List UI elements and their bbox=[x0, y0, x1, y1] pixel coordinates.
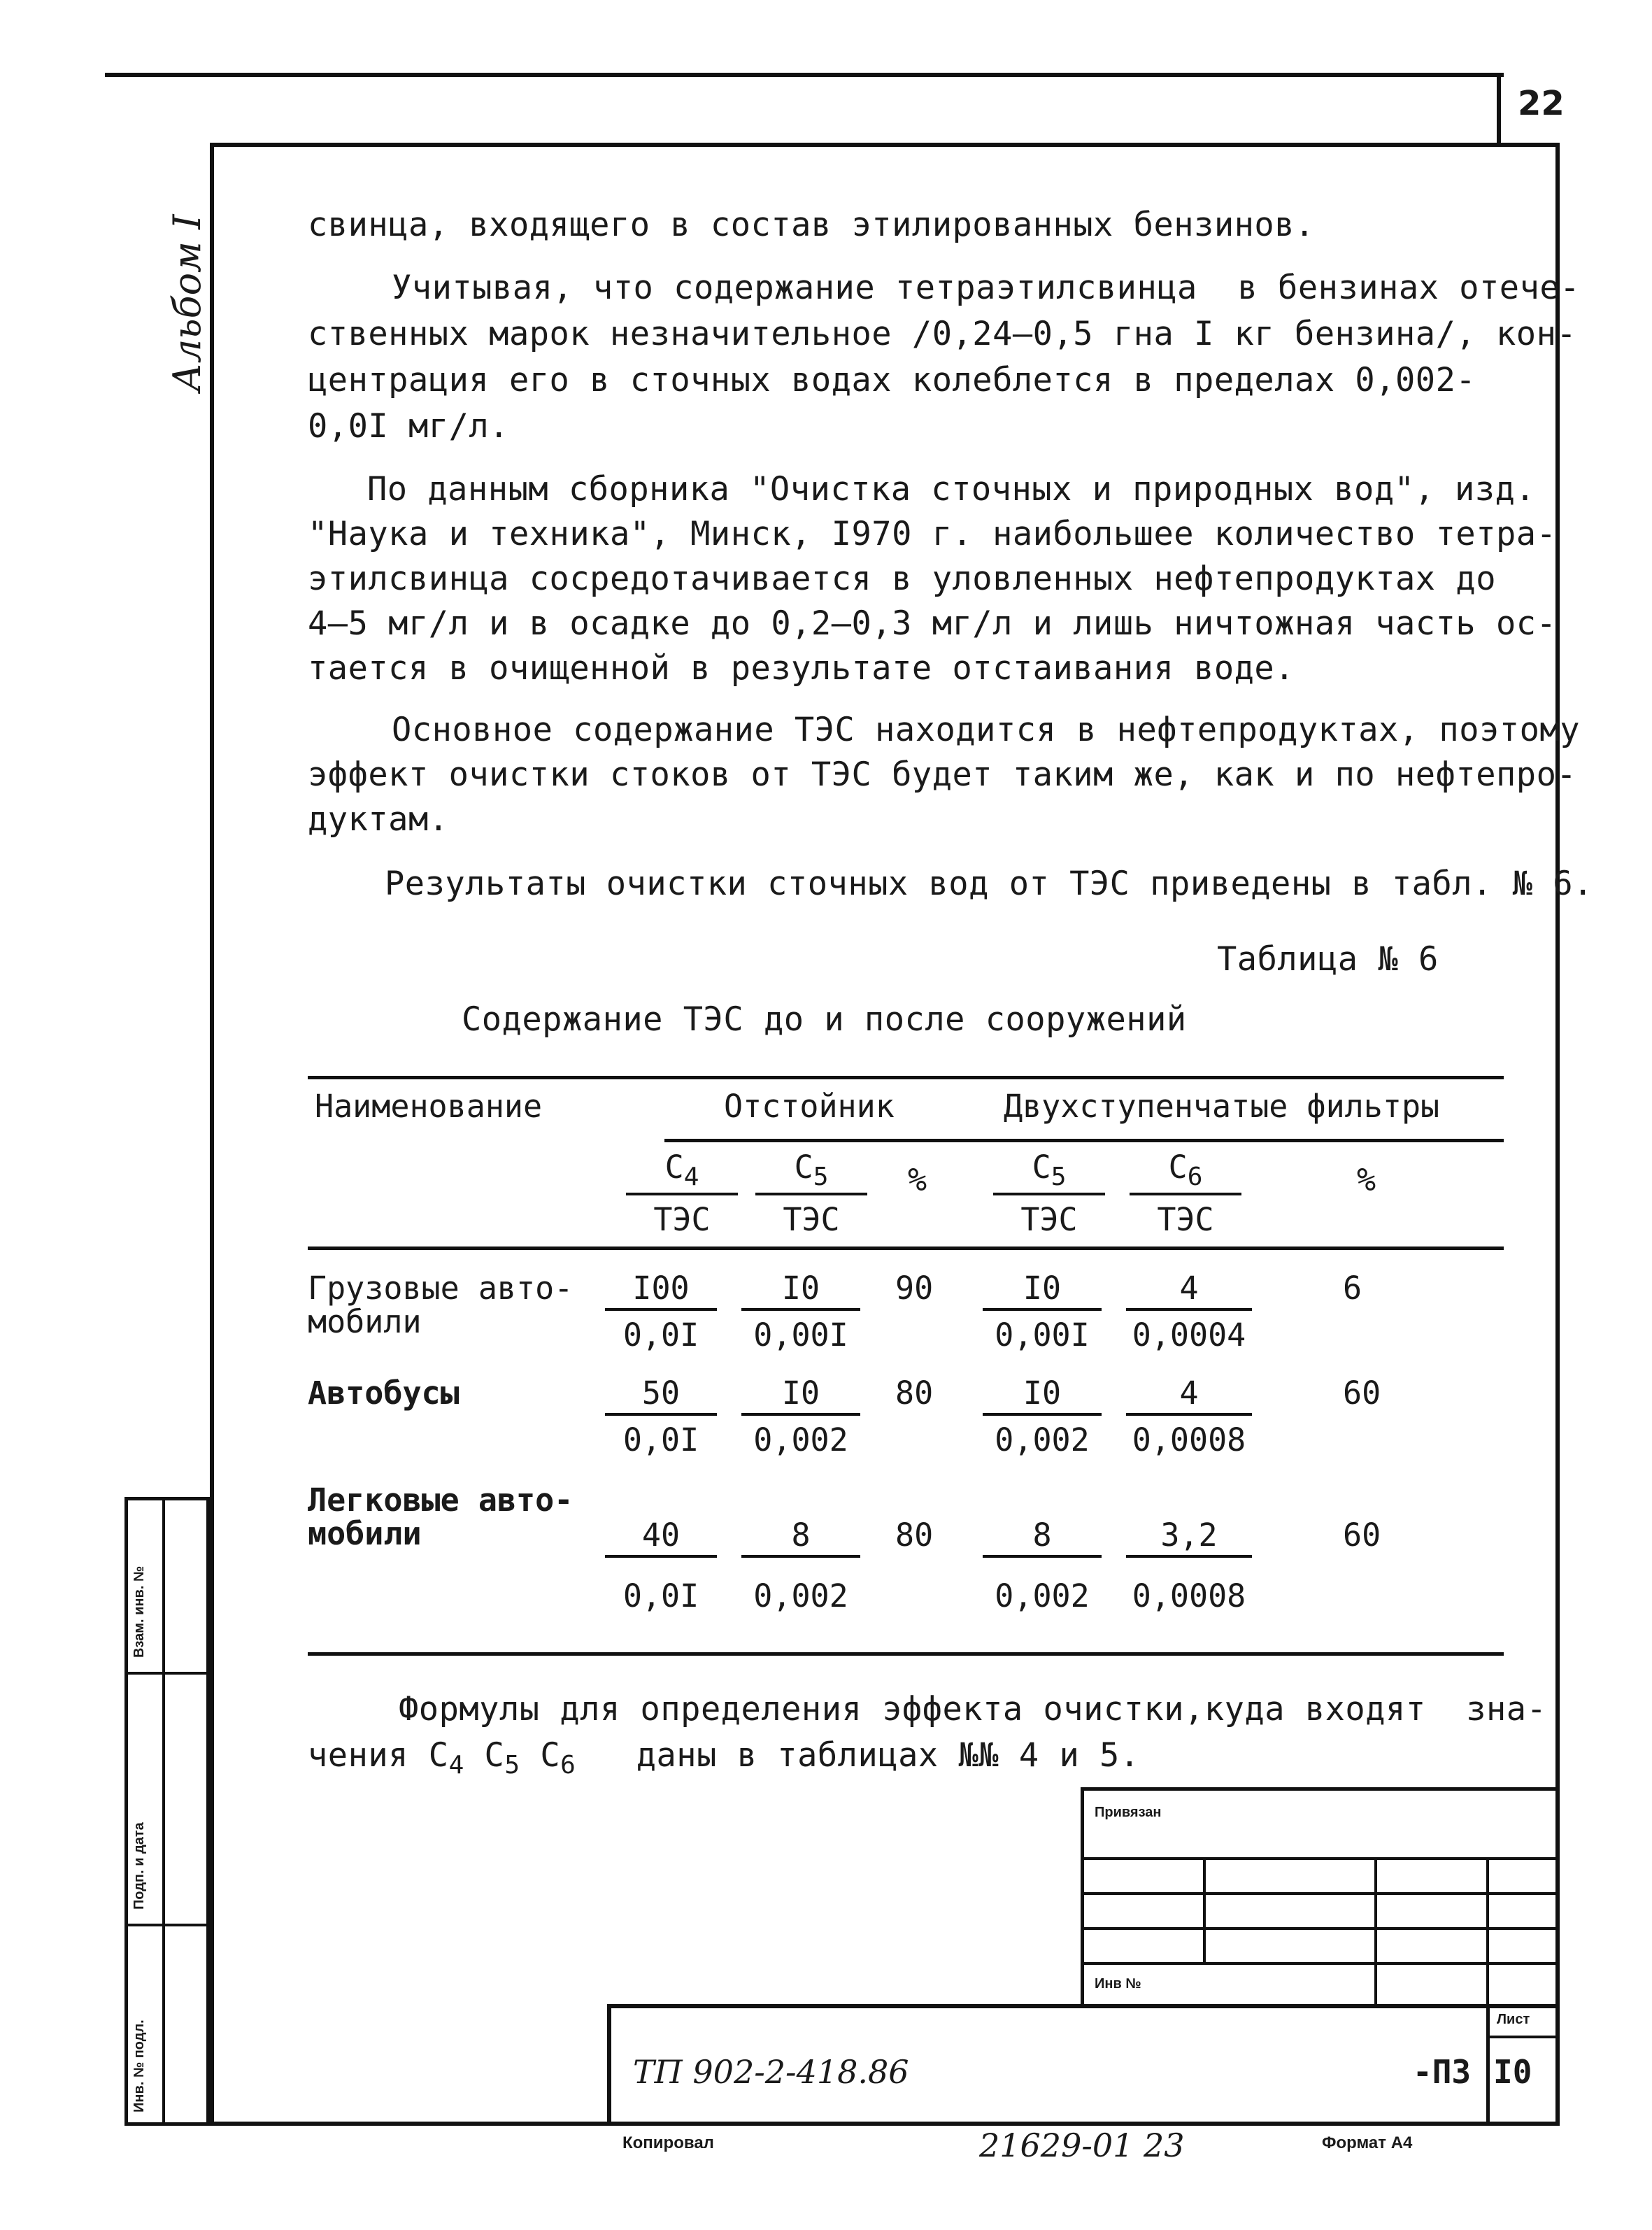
header-c4: $C_4$ ТЭС bbox=[626, 1149, 738, 1238]
formula-note-line-1: Формулы для определения эффекта очистки,куда входят зна- bbox=[399, 1690, 1547, 1728]
row-1-c5b: $\frac{I0}{0,00I}$ bbox=[983, 1270, 1102, 1354]
row-3-c6: $\frac{3,2}{0,0008}$ bbox=[1126, 1517, 1252, 1614]
stamp-inv-label: Инв № bbox=[1095, 1976, 1141, 1991]
page-number: 22 bbox=[1518, 84, 1565, 123]
formula-note-line-2: чения $C_4$ $C_5$ $C_6$ даны в таблицах №№ 4 и 5. bbox=[308, 1736, 1140, 1780]
table-bottom-rule bbox=[308, 1652, 1504, 1656]
paragraph-1: свинца, входящего в состав этилированных бензинов. bbox=[308, 206, 1315, 244]
row-3-c4: $\frac{40}{0,0I}$ bbox=[605, 1517, 717, 1614]
table-header-rule bbox=[308, 1247, 1504, 1250]
header-name: Наименование bbox=[315, 1088, 543, 1125]
table-caption: Содержание ТЭС до и после сооружений bbox=[462, 1000, 1187, 1039]
stamp-v1 bbox=[1203, 1857, 1206, 1962]
header-settler: Отстойник bbox=[724, 1088, 895, 1125]
paragraph-4-line-3: дуктам. bbox=[308, 800, 449, 839]
row-3-pct1: 80 bbox=[895, 1517, 934, 1554]
paragraph-2-line-3: центрация его в сточных водах колеблется в пределах 0,002- bbox=[308, 361, 1476, 399]
header-c5-filters: $C_5$ ТЭС bbox=[993, 1149, 1105, 1238]
header-percent-filters: % bbox=[1357, 1161, 1376, 1198]
side-stamp-sign-date: Подп. и дата bbox=[131, 1822, 147, 1910]
side-stamp-h1 bbox=[124, 1672, 210, 1675]
row-1-name-l2: мобили bbox=[308, 1303, 422, 1340]
row-2-pct1: 80 bbox=[895, 1375, 934, 1412]
paragraph-5: Результаты очистки сточных вод от ТЭС приведены в табл. № 6. bbox=[385, 865, 1593, 903]
side-stamp-replace: Взам. инв. № bbox=[131, 1565, 147, 1658]
row-3-c5b: $\frac{8}{0,002}$ bbox=[983, 1517, 1102, 1614]
stamp-sheet-number: I0 bbox=[1493, 2053, 1532, 2091]
paragraph-3-line-5: тается в очищенной в результате отстаивания воде. bbox=[308, 649, 1295, 688]
stamp-linked-label: Привязан bbox=[1095, 1805, 1162, 1820]
row-3-pct2: 60 bbox=[1343, 1517, 1381, 1554]
side-stamp-vdiv bbox=[162, 1497, 165, 2126]
row-1-pct2: 6 bbox=[1343, 1270, 1362, 1307]
row-2-c5: $\frac{I0}{0,002}$ bbox=[741, 1375, 860, 1458]
archive-number: 21629-01 23 bbox=[979, 2126, 1185, 2164]
header-percent-settler: % bbox=[908, 1161, 927, 1198]
header-filters: Двухступенчатые фильтры bbox=[1004, 1088, 1440, 1125]
row-1-c5: $\frac{I0}{0,00I}$ bbox=[741, 1270, 860, 1354]
paragraph-3-line-3: этилсвинца сосредотачивается в уловленных нефтепродуктах до bbox=[308, 560, 1496, 598]
stamp-sheet-rule bbox=[1486, 2036, 1560, 2038]
copied-label: Копировал bbox=[622, 2133, 714, 2152]
stamp-sheet-label: Лист bbox=[1497, 2012, 1530, 2027]
row-2-c4: $\frac{50}{0,0I}$ bbox=[605, 1375, 717, 1458]
row-2-pct2: 60 bbox=[1343, 1375, 1381, 1412]
table-top-rule bbox=[308, 1076, 1504, 1079]
side-stamp-inv-orig: Инв. № подл. bbox=[131, 2019, 147, 2112]
row-1-name-l1: Грузовые авто- bbox=[308, 1270, 574, 1307]
paragraph-2-line-2: ственных марок незначительное /0,24–0,5 гна I кг бензина/, кон- bbox=[308, 315, 1577, 353]
row-1-pct1: 90 bbox=[895, 1270, 934, 1307]
top-rule bbox=[105, 73, 1504, 77]
paragraph-3-line-4: 4–5 мг/л и в осадке до 0,2–0,3 мг/л и лишь ничтожная часть ос- bbox=[308, 604, 1557, 643]
side-stamp-h2 bbox=[124, 1924, 210, 1926]
row-1-c6: $\frac{4}{0,0004}$ bbox=[1126, 1270, 1252, 1354]
row-1-c4: $\frac{I00}{0,0I}$ bbox=[605, 1270, 717, 1354]
table-group-rule bbox=[664, 1139, 1504, 1142]
paragraph-2-line-1: Учитывая, что содержание тетраэтилсвинца в бензинах отече- bbox=[392, 269, 1580, 307]
paragraph-4-line-1: Основное содержание ТЭС находится в нефтепродуктах, поэтому bbox=[392, 711, 1580, 749]
page-number-divider bbox=[1497, 73, 1501, 143]
stamp-v3 bbox=[1486, 1857, 1489, 2004]
margin-signature: Альбом I bbox=[165, 214, 209, 392]
paragraph-4-line-2: эффект очистки стоков от ТЭС будет таким же, как и по нефтепро- bbox=[308, 755, 1577, 794]
stamp-doc-code: ТП 902-2-418.86 bbox=[633, 2053, 909, 2091]
row-2-c5b: $\frac{I0}{0,002}$ bbox=[983, 1375, 1102, 1458]
paragraph-2-line-4: 0,0I мг/л. bbox=[308, 407, 509, 446]
table-label: Таблица № 6 bbox=[1217, 940, 1439, 979]
row-2-name-l1: Автобусы bbox=[308, 1375, 460, 1412]
header-c6: $C_6$ ТЭС bbox=[1130, 1149, 1241, 1238]
stamp-section: -ПЗ bbox=[1413, 2053, 1472, 2091]
header-c5-settler: $C_5$ ТЭС bbox=[755, 1149, 867, 1238]
paragraph-3-line-2: "Наука и техника", Минск, I970 г. наибольшее количество тетра- bbox=[308, 515, 1557, 553]
format-label: Формат А4 bbox=[1322, 2133, 1413, 2152]
row-2-c6: $\frac{4}{0,0008}$ bbox=[1126, 1375, 1252, 1458]
row-3-name-l1: Легковые авто- bbox=[308, 1482, 574, 1519]
stamp-sheet-divider bbox=[1486, 2004, 1490, 2126]
paragraph-3-line-1: По данным сборника "Очистка сточных и природных вод", изд. bbox=[367, 470, 1536, 509]
stamp-v2 bbox=[1374, 1857, 1377, 2004]
row-3-c5: $\frac{8}{0,002}$ bbox=[741, 1517, 860, 1614]
row-3-name-l2: мобили bbox=[308, 1515, 422, 1552]
